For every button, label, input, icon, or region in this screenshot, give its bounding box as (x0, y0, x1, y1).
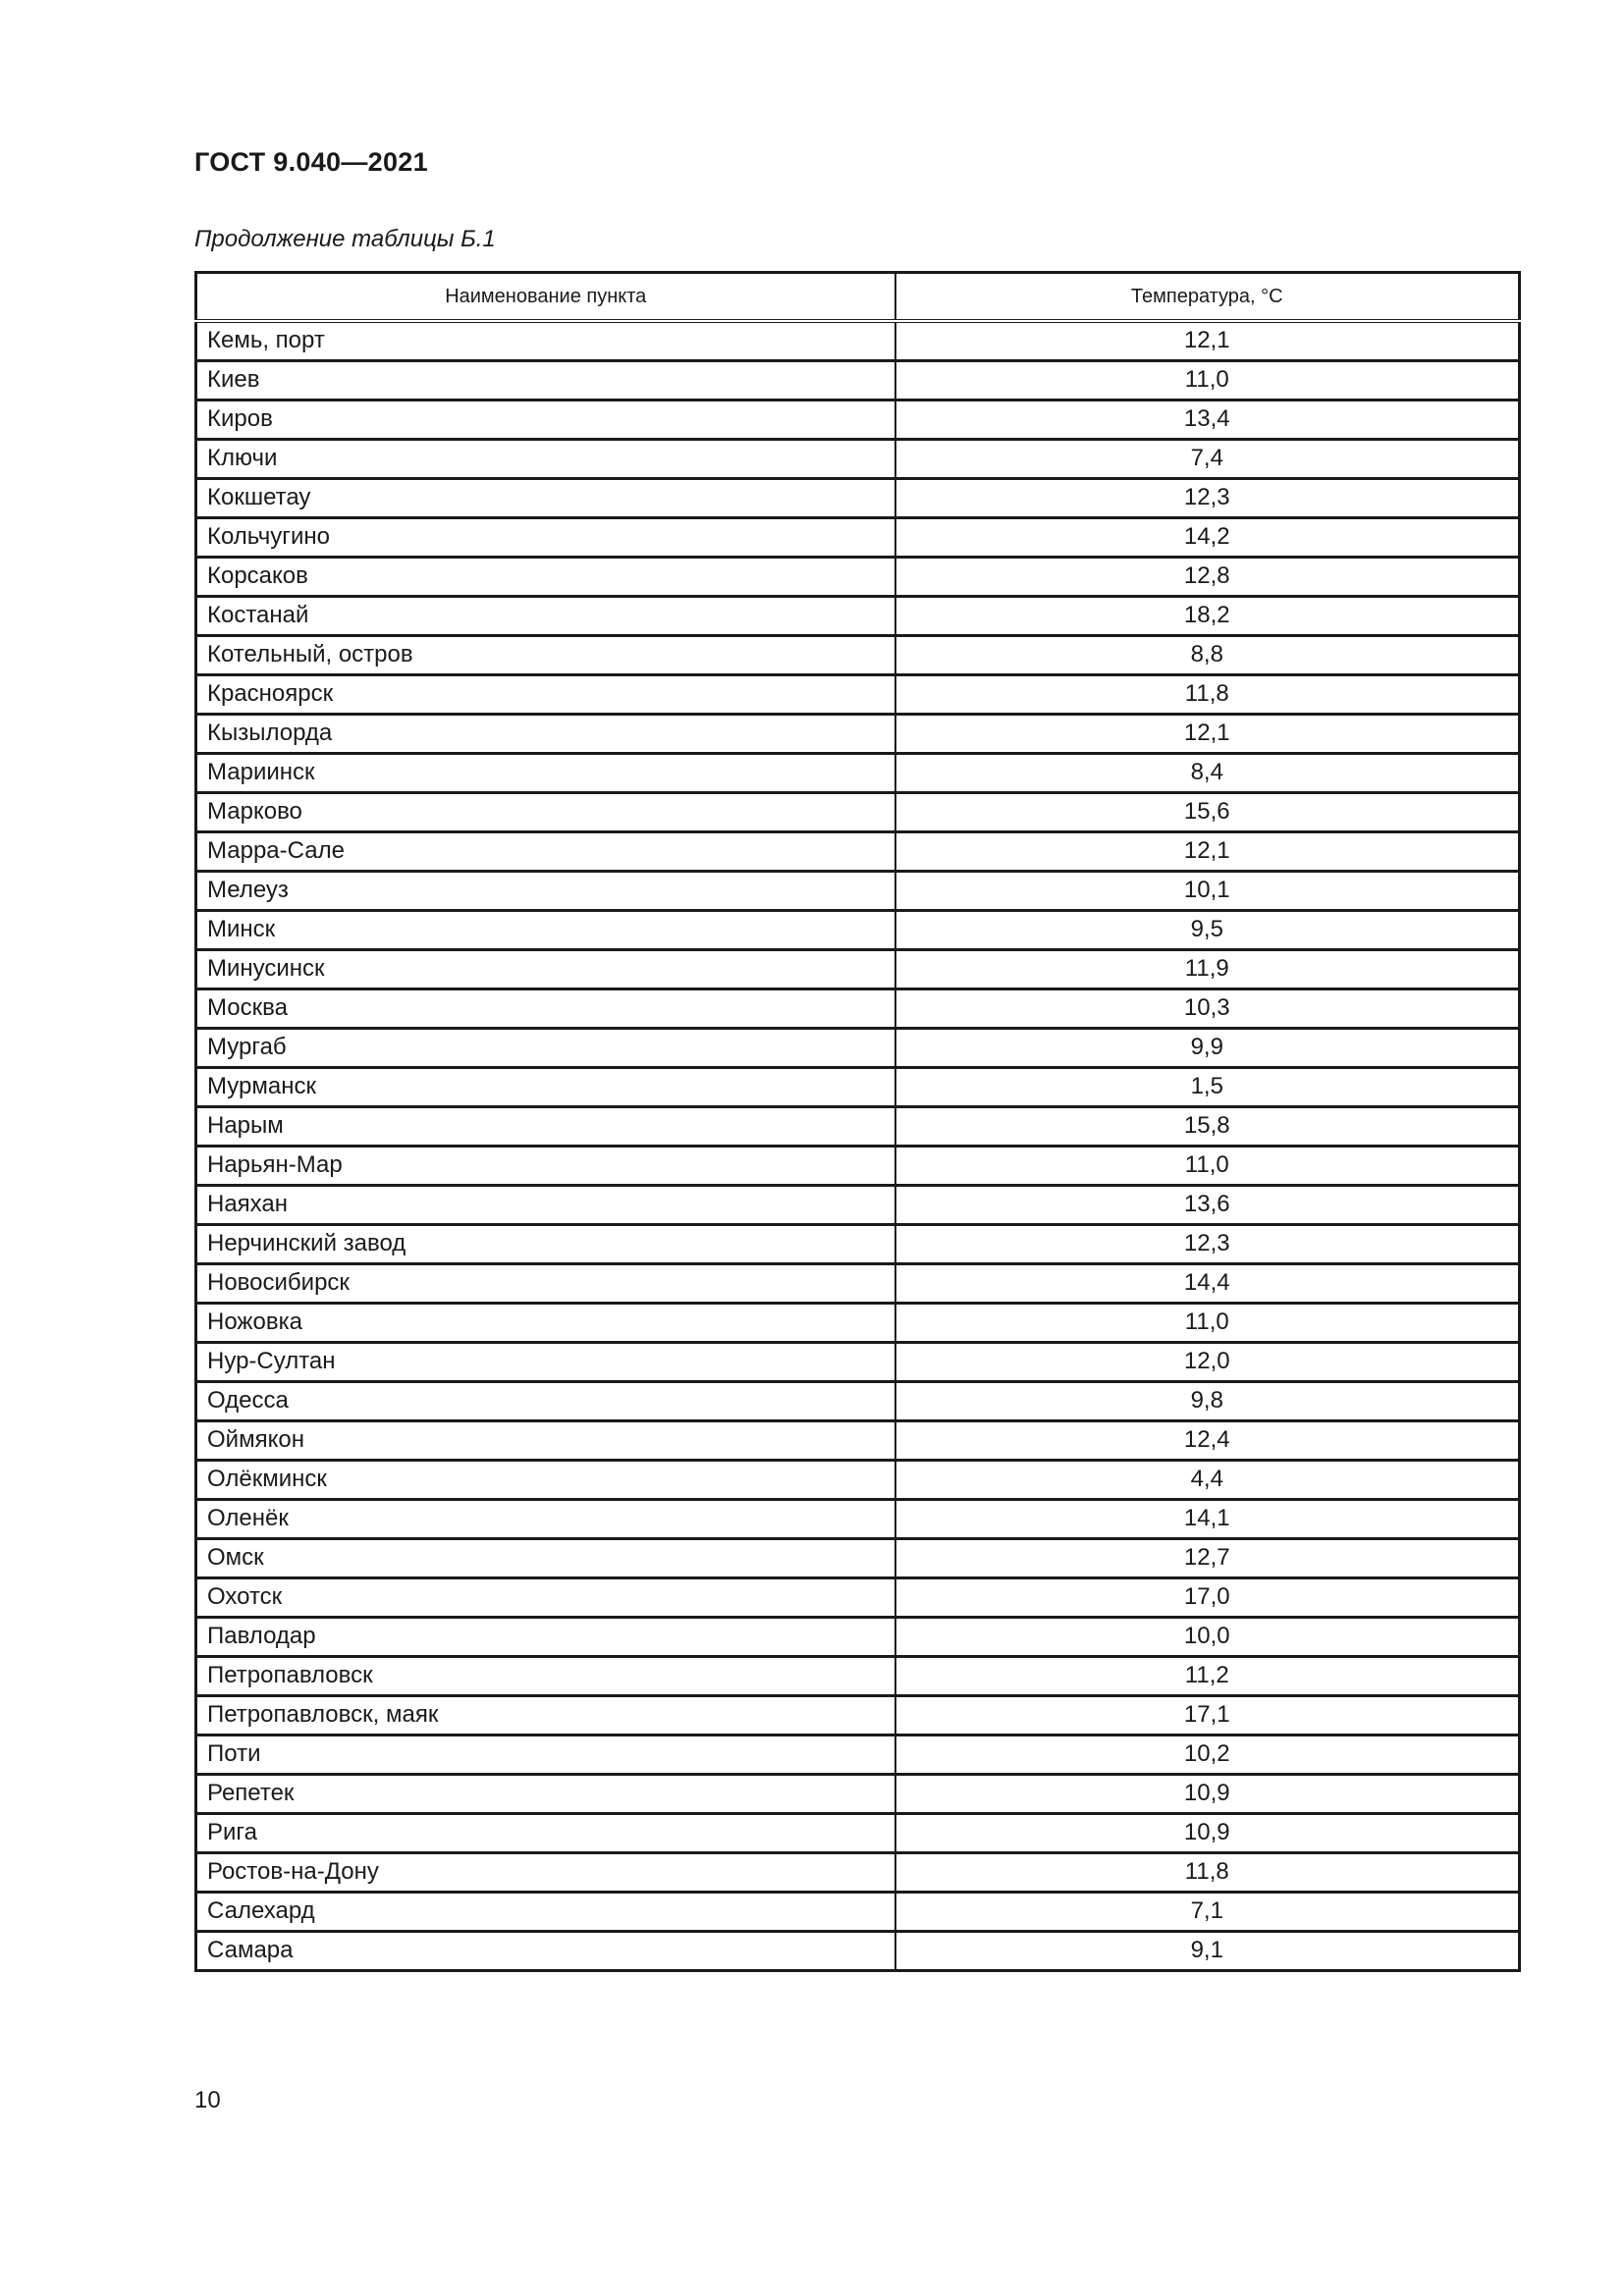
location-name-cell: Наяхан (196, 1185, 895, 1224)
table-row (196, 831, 1520, 871)
table-row (196, 1577, 1520, 1617)
temperature-value-cell: 9,1 (895, 1931, 1520, 1970)
location-name-cell: Минусинск (196, 949, 895, 988)
table-row (196, 557, 1520, 596)
table-row (196, 1303, 1520, 1342)
temperature-value-cell: 14,1 (895, 1499, 1520, 1538)
location-name-cell: Репетек (196, 1774, 895, 1813)
table-row (196, 478, 1520, 517)
table-row (196, 1381, 1520, 1420)
temperature-value-cell: 11,0 (895, 1303, 1520, 1342)
temperature-value-cell: 4,4 (895, 1460, 1520, 1499)
table-row (196, 1460, 1520, 1499)
location-name-cell: Минск (196, 910, 895, 949)
location-name-cell: Мелеуз (196, 871, 895, 910)
location-name-cell: Омск (196, 1538, 895, 1577)
table-row (196, 360, 1520, 400)
column-header-temperature: Температура, °С (895, 273, 1520, 322)
temperature-value-cell: 11,8 (895, 674, 1520, 714)
location-name-cell: Оленёк (196, 1499, 895, 1538)
location-name-cell: Охотск (196, 1577, 895, 1617)
location-name-cell: Кызылорда (196, 714, 895, 753)
location-name-cell: Олёкминск (196, 1460, 895, 1499)
temperature-value-cell: 10,9 (895, 1774, 1520, 1813)
location-name-cell: Костанай (196, 596, 895, 635)
table-row (196, 949, 1520, 988)
location-name-cell: Котельный, остров (196, 635, 895, 674)
table-row (196, 635, 1520, 674)
temperature-value-cell: 10,1 (895, 871, 1520, 910)
temperature-value-cell: 13,4 (895, 400, 1520, 439)
temperature-value-cell: 10,0 (895, 1617, 1520, 1656)
table-row (196, 1892, 1520, 1931)
location-name-cell: Самара (196, 1931, 895, 1970)
table-body (196, 321, 1520, 1970)
temperature-value-cell: 7,1 (895, 1892, 1520, 1931)
temperature-value-cell: 9,8 (895, 1381, 1520, 1420)
temperature-value-cell: 9,9 (895, 1028, 1520, 1067)
temperature-value-cell: 12,4 (895, 1420, 1520, 1460)
table-row (196, 714, 1520, 753)
table-row (196, 1774, 1520, 1813)
temperature-value-cell: 12,1 (895, 714, 1520, 753)
table-row (196, 1263, 1520, 1303)
table-row (196, 1695, 1520, 1735)
temperature-value-cell: 12,3 (895, 1224, 1520, 1263)
location-name-cell: Нур-Султан (196, 1342, 895, 1381)
temperature-value-cell: 15,6 (895, 792, 1520, 831)
temperature-value-cell: 12,1 (895, 831, 1520, 871)
location-name-cell: Мариинск (196, 753, 895, 792)
table-row (196, 1420, 1520, 1460)
table-header-row (196, 273, 1520, 322)
temperature-value-cell: 14,2 (895, 517, 1520, 557)
location-name-cell: Одесса (196, 1381, 895, 1420)
temperature-value-cell: 12,1 (895, 321, 1520, 360)
table-row (196, 1656, 1520, 1695)
temperature-value-cell: 9,5 (895, 910, 1520, 949)
table-row (196, 1106, 1520, 1146)
table-row (196, 910, 1520, 949)
table-row (196, 1538, 1520, 1577)
temperature-value-cell: 12,3 (895, 478, 1520, 517)
table-row (196, 1224, 1520, 1263)
table-row (196, 321, 1520, 360)
temperature-value-cell: 8,8 (895, 635, 1520, 674)
location-name-cell: Марра-Сале (196, 831, 895, 871)
location-name-cell: Нерчинский завод (196, 1224, 895, 1263)
table-row (196, 1735, 1520, 1774)
location-name-cell: Марково (196, 792, 895, 831)
location-name-cell: Павлодар (196, 1617, 895, 1656)
column-header-location: Наименование пункта (196, 273, 895, 322)
temperature-value-cell: 8,4 (895, 753, 1520, 792)
temperature-value-cell: 12,0 (895, 1342, 1520, 1381)
location-name-cell: Кокшетау (196, 478, 895, 517)
table-row (196, 1185, 1520, 1224)
temperature-value-cell: 11,0 (895, 360, 1520, 400)
page-number: 10 (194, 2087, 221, 2113)
table-row (196, 792, 1520, 831)
location-name-cell: Нарьян-Мар (196, 1146, 895, 1185)
location-name-cell: Петропавловск (196, 1656, 895, 1695)
table-row (196, 596, 1520, 635)
table-row (196, 1028, 1520, 1067)
temperature-value-cell: 11,2 (895, 1656, 1520, 1695)
table-row (196, 1813, 1520, 1852)
location-name-cell: Поти (196, 1735, 895, 1774)
temperature-value-cell: 18,2 (895, 596, 1520, 635)
temperature-value-cell: 14,4 (895, 1263, 1520, 1303)
table-row (196, 1617, 1520, 1656)
table-caption: Продолжение таблицы Б.1 (194, 226, 496, 252)
location-name-cell: Новосибирск (196, 1263, 895, 1303)
table-row (196, 1931, 1520, 1970)
location-name-cell: Оймякон (196, 1420, 895, 1460)
temperature-value-cell: 12,8 (895, 557, 1520, 596)
temperature-value-cell: 17,1 (895, 1695, 1520, 1735)
table-row (196, 1499, 1520, 1538)
temperature-value-cell: 10,3 (895, 988, 1520, 1028)
temperature-value-cell: 13,6 (895, 1185, 1520, 1224)
temperature-value-cell: 11,9 (895, 949, 1520, 988)
temperature-table (194, 271, 1521, 1972)
location-name-cell: Москва (196, 988, 895, 1028)
location-name-cell: Нарым (196, 1106, 895, 1146)
location-name-cell: Салехард (196, 1892, 895, 1931)
location-name-cell: Мурманск (196, 1067, 895, 1106)
temperature-value-cell: 10,9 (895, 1813, 1520, 1852)
table-row (196, 1342, 1520, 1381)
table-row (196, 1146, 1520, 1185)
temperature-value-cell: 12,7 (895, 1538, 1520, 1577)
table-row (196, 1852, 1520, 1892)
table-row (196, 517, 1520, 557)
temperature-value-cell: 17,0 (895, 1577, 1520, 1617)
table-row (196, 753, 1520, 792)
table-row (196, 674, 1520, 714)
location-name-cell: Ножовка (196, 1303, 895, 1342)
table-row (196, 1067, 1520, 1106)
location-name-cell: Киев (196, 360, 895, 400)
temperature-value-cell: 10,2 (895, 1735, 1520, 1774)
table-row (196, 871, 1520, 910)
location-name-cell: Красноярск (196, 674, 895, 714)
location-name-cell: Ключи (196, 439, 895, 478)
location-name-cell: Корсаков (196, 557, 895, 596)
location-name-cell: Мургаб (196, 1028, 895, 1067)
location-name-cell: Ростов-на-Дону (196, 1852, 895, 1892)
temperature-value-cell: 7,4 (895, 439, 1520, 478)
table-row (196, 400, 1520, 439)
location-name-cell: Кемь, порт (196, 321, 895, 360)
document-code: ГОСТ 9.040—2021 (194, 147, 428, 177)
temperature-value-cell: 1,5 (895, 1067, 1520, 1106)
location-name-cell: Рига (196, 1813, 895, 1852)
table-row (196, 439, 1520, 478)
temperature-value-cell: 11,8 (895, 1852, 1520, 1892)
location-name-cell: Петропавловск, маяк (196, 1695, 895, 1735)
temperature-value-cell: 15,8 (895, 1106, 1520, 1146)
location-name-cell: Киров (196, 400, 895, 439)
table-row (196, 988, 1520, 1028)
location-name-cell: Кольчугино (196, 517, 895, 557)
temperature-value-cell: 11,0 (895, 1146, 1520, 1185)
